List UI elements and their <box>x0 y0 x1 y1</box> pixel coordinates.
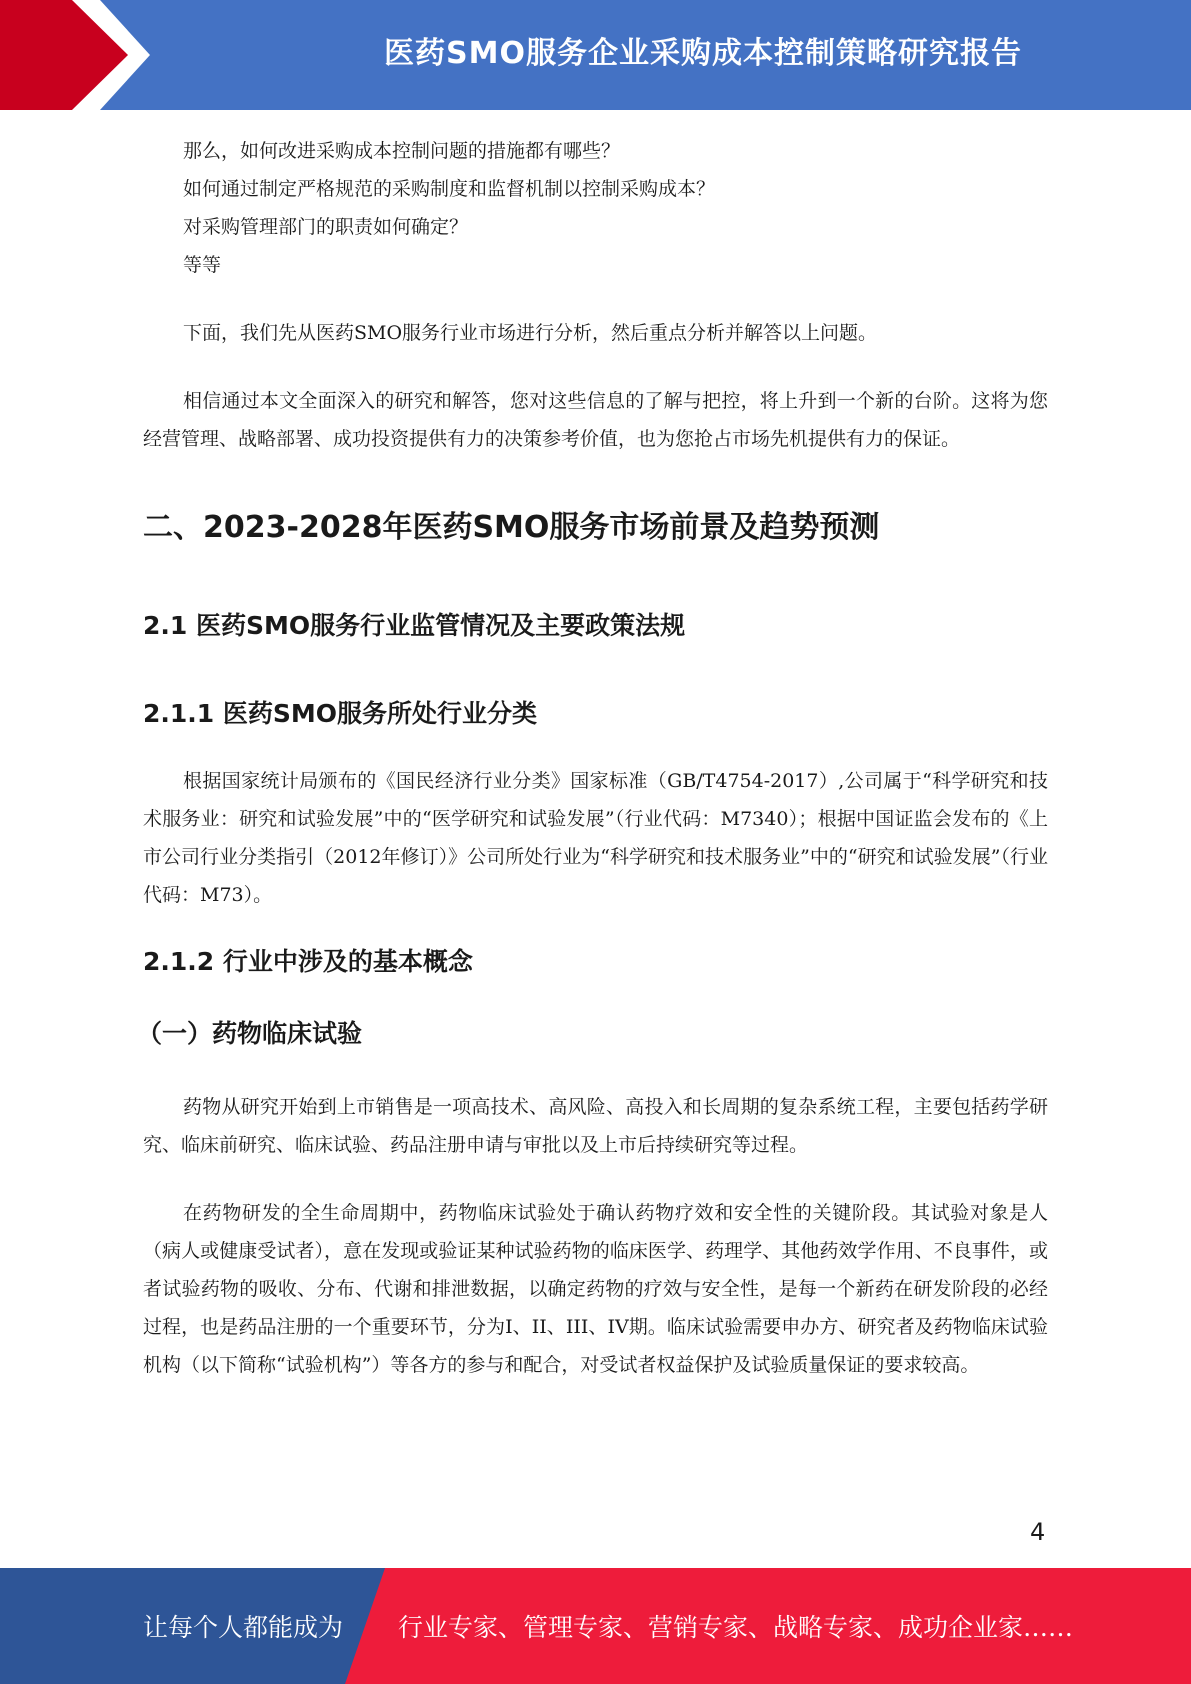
question-line: 那么，如何改进采购成本控制问题的措施都有哪些？ <box>183 140 621 162</box>
page-number: 4 <box>1030 1518 1046 1546</box>
subsubsection-heading: 2.1.1 医药SMO服务所处行业分类 <box>143 699 538 728</box>
topic-heading: （一）药物临床试验 <box>137 1019 363 1048</box>
footer-slogan-left: 让每个人都能成为 <box>143 1613 344 1642</box>
body-paragraph: 根据国家统计局颁布的《国民经济行业分类》国家标准（GB/T4754-2017）,公司属于“科学研究和技术服务业：研究和试验发展”中的“医学研究和试验发展”（行业代码：M7340）；根据中国证监会发布的《上市公司行业分类指引（2012年修订）》公司所处行业为“科学研究和技术服务业”中的“研究和试验发展”（行业代码：M73）。 <box>143 770 1048 906</box>
question-line: 对采购管理部门的职责如何确定？ <box>183 216 469 238</box>
page-header <box>0 0 1191 110</box>
intro-paragraph: 相信通过本文全面深入的研究和解答，您对这些信息的了解与把控，将上升到一个新的台阶。这将为您经营管理、战略部署、成功投资提供有力的决策参考价值，也为您抢占市场先机提供有力的保证。 <box>143 390 1048 450</box>
question-line: 如何通过制定严格规范的采购制度和监督机制以控制采购成本？ <box>183 178 716 200</box>
page-footer <box>0 1568 1191 1684</box>
subsection-heading: 2.1 医药SMO服务行业监管情况及主要政策法规 <box>143 611 686 640</box>
intro-paragraph: 下面，我们先从医药SMO服务行业市场进行分析，然后重点分析并解答以上问题。 <box>183 322 878 344</box>
section-heading: 二、2023-2028年医药SMO服务市场前景及趋势预测 <box>143 510 880 545</box>
question-line: 等等 <box>183 254 222 276</box>
intro-questions <box>143 132 1048 284</box>
footer-slogan-right: 行业专家、管理专家、营销专家、战略专家、成功企业家…… <box>398 1613 1074 1642</box>
document-body <box>137 132 1048 1384</box>
body-paragraph: 药物从研究开始到上市销售是一项高技术、高风险、高投入和长周期的复杂系统工程，主要包括药学研究、临床前研究、临床试验、药品注册申请与审批以及上市后持续研究等过程。 <box>143 1096 1048 1156</box>
body-paragraph: 在药物研发的全生命周期中，药物临床试验处于确认药物疗效和安全性的关键阶段。其试验对象是人（病人或健康受试者），意在发现或验证某种试验药物的临床医学、药理学、其他药效学作用、不良事件，或者试验药物的吸收、分布、代谢和排泄数据，以确定药物的疗效与安全性，是每一个新药在研发阶段的必经过程，也是药品注册的一个重要环节，分为I、II、III、IV期。临床试验需要申办方、研究者及药物临床试验机构（以下简称“试验机构”）等各方的参与和配合，对受试者权益保护及试验质量保证的要求较高。 <box>143 1202 1048 1376</box>
subsubsection-heading: 2.1.2 行业中涉及的基本概念 <box>143 947 473 976</box>
report-title: 医药SMO服务企业采购成本控制策略研究报告 <box>384 36 1022 71</box>
